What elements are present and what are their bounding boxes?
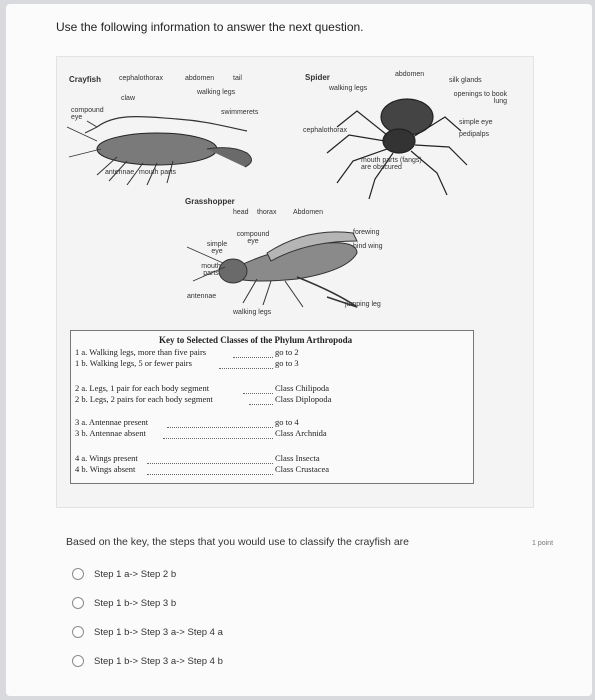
spider-mouth-parts-label: mouth parts (fangs) are obscured	[361, 157, 422, 171]
spider-abdomen-label: abdomen	[395, 71, 425, 78]
key-leader-dots	[249, 404, 273, 405]
key-row-3b-left: 3 b. Antennae absent	[75, 428, 146, 438]
grasshopper-title: Grasshopper	[185, 197, 235, 206]
key-row-3a-left: 3 a. Antennae present	[75, 417, 149, 427]
key-leader-dots	[219, 368, 273, 369]
grasshopper-hind-wing-label: hind wing	[353, 243, 383, 250]
classification-key	[70, 330, 474, 484]
points-label: 1 point	[532, 540, 554, 547]
spider-silk-glands-label: silk glands	[449, 77, 482, 84]
key-row-3b-right: Class Archnida	[275, 428, 327, 438]
answer-option-2[interactable]	[72, 595, 176, 611]
grasshopper-thorax-label: thorax	[257, 209, 277, 216]
crayfish-antennae-label: antennae	[105, 169, 135, 176]
key-leader-dots	[163, 438, 273, 439]
spider-drawing	[327, 99, 467, 199]
grasshopper-head-label: head	[233, 209, 249, 216]
crayfish-claw-label: claw	[121, 95, 136, 102]
key-leader-dots	[243, 393, 273, 394]
radio-button[interactable]	[72, 597, 84, 609]
grasshopper-forewing-label: forewing	[353, 229, 380, 236]
key-leader-dots	[233, 357, 273, 358]
key-row-4a-right: Class Insecta	[275, 453, 320, 463]
key-row-1a-left: 1 a. Walking legs, more than five pairs	[75, 347, 207, 357]
key-row-2b-left: 2 b. Legs, 2 pairs for each body segment	[75, 394, 213, 404]
grasshopper-antennae-label: antennae	[187, 293, 217, 300]
answer-option-label: Step 1 b-> Step 3 b	[94, 597, 177, 609]
key-row-4b-right: Class Crustacea	[275, 464, 330, 474]
crayfish-cephalothorax-label: cephalothorax	[119, 75, 163, 82]
crayfish-abdomen-label: abdomen	[185, 75, 215, 82]
key-row-1b-right: go to 3	[275, 358, 299, 368]
spider-walking-legs-label: walking legs	[329, 85, 368, 92]
crayfish-swimmerets-label: swimmerets	[221, 109, 259, 116]
spider-cephalothorax-label: cephalothorax	[303, 127, 347, 134]
grasshopper-abdomen-label: Abdomen	[293, 209, 323, 216]
crayfish-mouth-parts-label: mouth parts	[139, 169, 176, 176]
grasshopper-mouth-parts-label: mouth parts	[201, 263, 221, 277]
spider-title: Spider	[305, 73, 330, 82]
spider-pedipalps-label: pedipalps	[459, 131, 489, 138]
key-leader-dots	[167, 427, 273, 428]
key-row-1b-left: 1 b. Walking legs, 5 or fewer pairs	[75, 358, 192, 368]
radio-button[interactable]	[72, 626, 84, 638]
answer-option-1[interactable]	[72, 566, 176, 582]
answer-option-label: Step 1 b-> Step 3 a-> Step 4 b	[94, 655, 223, 667]
key-row-2a-right: Class Chilipoda	[275, 383, 330, 393]
answer-option-label: Step 1 b-> Step 3 a-> Step 4 a	[94, 626, 223, 638]
key-row-2b-right: Class Diplopoda	[275, 394, 332, 404]
spider-book-lung-label: openings to book lung	[453, 91, 507, 105]
key-row-4b-left: 4 b. Wings absent	[75, 464, 136, 474]
answer-option-3[interactable]	[72, 624, 223, 640]
key-row-3a-right: go to 4	[275, 417, 299, 427]
grasshopper-jumping-leg-label: jumping leg	[345, 301, 381, 308]
key-title: Key to Selected Classes of the Phylum Arthropoda	[159, 335, 353, 345]
radio-button[interactable]	[72, 655, 84, 667]
crayfish-tail-label: tail	[233, 75, 242, 82]
key-row-2a-left: 2 a. Legs, 1 pair for each body segment	[75, 383, 210, 393]
key-leader-dots	[147, 474, 273, 475]
key-leader-dots	[147, 463, 273, 464]
instruction-text: Use the following information to answer the next question.	[56, 20, 364, 34]
answer-option-label: Step 1 a-> Step 2 b	[94, 568, 177, 580]
key-row-4a-left: 4 a. Wings present	[75, 453, 138, 463]
spider-simple-eye-label: simple eye	[459, 119, 493, 126]
crayfish-compound-eye-label: compound eye	[71, 107, 104, 121]
radio-button[interactable]	[72, 568, 84, 580]
crayfish-walking-legs-label: walking legs	[197, 89, 236, 96]
grasshopper-compound-eye-label: compound eye	[236, 231, 270, 245]
crayfish-title: Crayfish	[69, 75, 102, 84]
key-row-1a-right: go to 2	[275, 347, 299, 357]
grasshopper-simple-eye-label: simple eye	[206, 241, 228, 255]
answer-option-4[interactable]	[72, 653, 223, 669]
grasshopper-walking-legs-label: walking legs	[233, 309, 272, 316]
question-text: Based on the key, the steps that you would use to classify the crayfish are	[66, 536, 409, 548]
